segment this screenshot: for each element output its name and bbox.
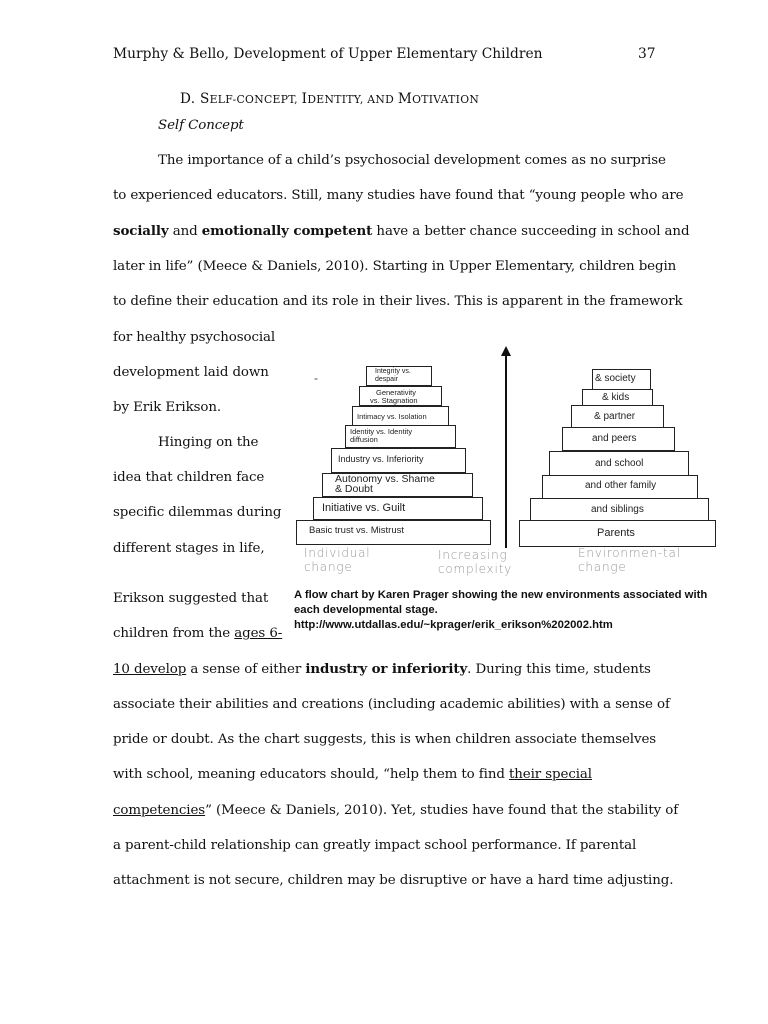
para2-line3: specific dilemmas during [113,505,282,520]
label-individual-change: Individual change [304,546,371,574]
para2-line12: a parent-child relationship can greatly impact school performance. If parental [113,838,637,853]
env-other-family: and other family [542,475,698,499]
para1-line8: by Erik Erikson. [113,400,222,415]
para1-line2: to experienced educators. Still, many studies have found that “young people who are [113,188,684,203]
env-peers: and peers [562,427,675,451]
para1-line7: development laid down [113,365,269,380]
figure-caption: A flow chart by Karen Prager showing the new environments associated with each developmental stage. http://www.utdallas.edu/~kprager/erik_erikson%202002.htm [294,588,744,633]
dash-mark: - [314,371,318,385]
para2-line9: pride or doubt. As the chart suggests, this is when children associate themselves [113,732,657,747]
para2-line13: attachment is not secure, children may be disruptive or have a hard time adjusting. [113,873,674,888]
complexity-arrow [496,344,516,549]
stage-integrity: Integrity vs. despair [366,366,432,386]
para2-line10: with school, meaning educators should, “help them to find their special [113,767,592,782]
link-special[interactable]: their special [509,767,592,782]
erikson-flow-chart [296,334,746,584]
para2-line6: children from the ages 6- [113,626,283,641]
stage-generativity: Generativity vs. Stagnation [359,386,442,406]
subheading: Self Concept [158,118,244,133]
section-heading: D. SELF-CONCEPT, IDENTITY, AND MOTIVATION [180,91,480,107]
stage-identity: Identity vs. Identity diffusion [345,425,456,448]
para2-line1: Hinging on the [158,435,259,450]
label-increasing-complexity: Increasing complexity [438,548,512,576]
env-society: & society [592,369,651,390]
para2-line4: different stages in life, [113,541,265,556]
stage-industry: Industry vs. Inferiority [331,448,466,473]
env-kids: & kids [582,389,653,407]
env-partner: & partner [571,405,664,428]
stage-intimacy: Intimacy vs. Isolation [352,406,449,426]
para1-line1: The importance of a child’s psychosocial development comes as no surprise [158,153,666,168]
para1-line5: to define their education and its role in their lives. This is apparent in the framework [113,294,683,309]
label-environmental-change: Environmen-tal change [578,546,681,574]
env-parents: Parents [519,520,716,547]
para2-line2: idea that children face [113,470,265,485]
para1-line4: later in life” (Meece & Daniels, 2010). Starting in Upper Elementary, children begin [113,259,677,274]
caption-url[interactable]: http://www.utdallas.edu/~kprager/erik_erikson%202002.htm [294,619,613,631]
env-siblings: and siblings [530,498,709,522]
link-competencies[interactable]: competencies [113,803,206,818]
link-ages[interactable]: ages 6- [234,626,283,641]
stage-basic-trust: Basic trust vs. Mistrust [296,520,491,545]
page-number: 37 [638,46,656,62]
stage-initiative: Initiative vs. Guilt [313,497,483,520]
env-school: and school [549,451,689,476]
para2-line7: 10 develop a sense of either industry or inferiority. During this time, students [113,661,651,677]
running-header: Murphy & Bello, Development of Upper Elementary Children [113,46,543,62]
stage-autonomy: Autonomy vs. Shame & Doubt [322,473,473,497]
para1-line6: for healthy psychosocial [113,330,276,345]
para2-line5: Erikson suggested that [113,591,269,606]
link-develop[interactable]: 10 develop [113,662,187,677]
para2-line11: competencies” (Meece & Daniels, 2010). Yet, studies have found that the stability of [113,803,679,818]
para1-line3: socially and emotionally competent have a better chance succeeding in school and [113,223,690,239]
para2-line8: associate their abilities and creations (including academic abilities) with a sense of [113,697,670,712]
